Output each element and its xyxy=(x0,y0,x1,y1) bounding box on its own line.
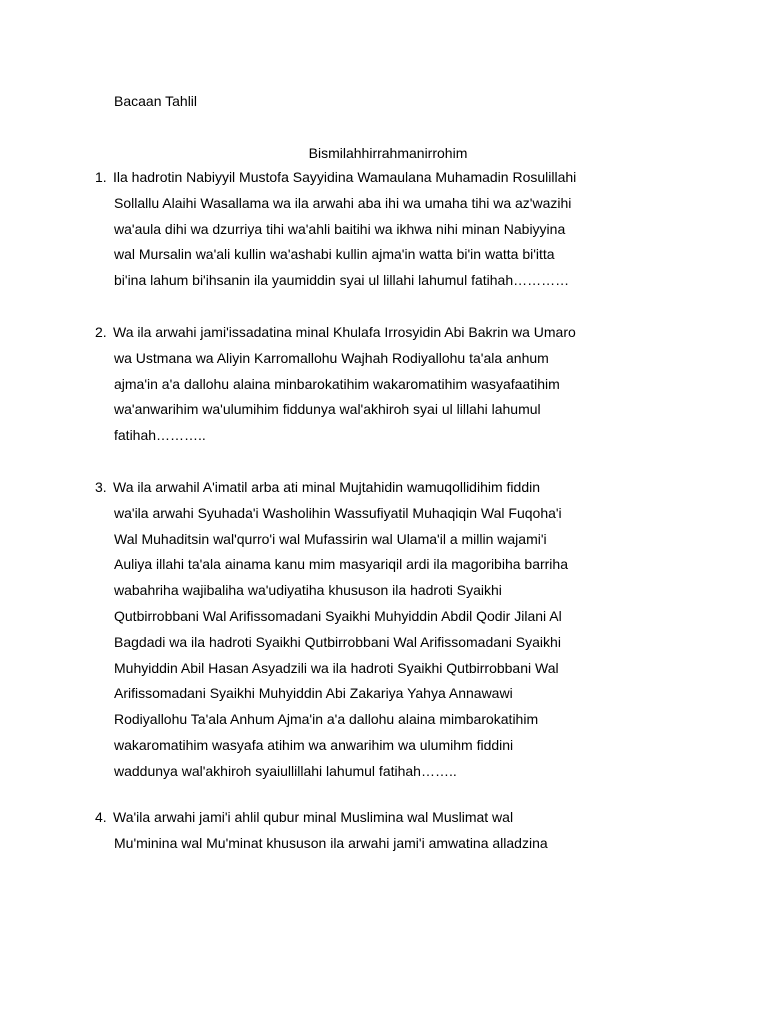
item-line: wabahriha wajibaliha wa'udiyatiha khususon ila hadroti Syaikhi xyxy=(114,582,502,599)
prayer-item-2 xyxy=(95,320,695,449)
item-line: wa'anwarihim wa'ulumihim fiddunya wal'akhiroh syai ul lillahi lahumul xyxy=(114,401,541,418)
item-line: Wal Muhaditsin wal'qurro'i wal Mufassirin wal Ulama'il a millin wajami'i xyxy=(114,530,547,547)
item-number: 2. xyxy=(95,324,107,340)
item-line: Ila hadrotin Nabiyyil Mustofa Sayyidina Wamaulana Muhamadin Rosulillahi xyxy=(113,169,577,185)
item-line: Sollallu Alaihi Wasallama wa ila arwahi aba ihi wa umaha tihi wa az'wazihi xyxy=(114,194,572,211)
item-number: 4. xyxy=(95,809,107,825)
item-line: Wa ila arwahi jami'issadatina minal Khulafa Irrosyidin Abi Bakrin wa Umaro xyxy=(113,324,576,340)
item-line: Muhyiddin Abil Hasan Asyadzili wa ila hadroti Syaikhi Qutbirrobbani Wal xyxy=(114,659,559,676)
item-line: wal Mursalin wa'ali kullin wa'ashabi kullin ajma'in watta bi'in watta bi'itta xyxy=(114,246,555,263)
item-line: wakaromatihim wasyafa atihim wa anwarihim wa ulumihm fiddini xyxy=(114,736,514,753)
item-line: Rodiyallohu Ta'ala Anhum Ajma'in a'a dallohu alaina mimbarokatihim xyxy=(114,711,539,728)
item-line: wa Ustmana wa Aliyin Karromallohu Wajhah Rodiyallohu ta'ala anhum xyxy=(114,349,549,366)
item-line: Mu'minina wal Mu'minat khususon ila arwahi jami'i amwatina alladzina xyxy=(114,834,548,851)
item-line: bi'ina lahum bi'ihsanin ila yaumiddin syai ul lillahi lahumul fatihah………… xyxy=(114,272,570,289)
item-line: fatihah……….. xyxy=(114,427,206,444)
item-line: Arifissomadani Syaikhi Muhyiddin Abi Zakariya Yahya Annawawi xyxy=(114,685,513,702)
item-line: waddunya wal'akhiroh syaiullillahi lahumul fatihah…….. xyxy=(114,762,457,779)
item-line: Qutbirrobbani Wal Arifissomadani Syaikhi Muhyiddin Abdil Qodir Jilani Al xyxy=(114,607,562,624)
item-first-line xyxy=(95,475,695,501)
item-line: wa'ila arwahi Syuhada'i Washolihin Wassufiyatil Muhaqiqin Wal Fuqoha'i xyxy=(114,504,562,521)
item-first-line xyxy=(95,805,695,831)
item-first-line xyxy=(95,320,695,346)
item-line: Wa'ila arwahi jami'i ahlil qubur minal Muslimina wal Muslimat wal xyxy=(113,809,514,825)
item-first-line xyxy=(95,165,695,191)
item-line: ajma'in a'a dallohu alaina minbarokatihim wakaromatihim wasyafaatihim xyxy=(114,375,560,392)
basmalah-heading: Bismilahhirrahmanirrohim xyxy=(308,145,468,161)
item-line: Bagdadi wa ila hadroti Syaikhi Qutbirrobbani Wal Arifissomadani Syaikhi xyxy=(114,633,561,650)
item-line: Wa ila arwahil A'imatil arba ati minal Mujtahidin wamuqollidihim fiddin xyxy=(113,479,540,495)
item-number: 3. xyxy=(95,479,107,495)
item-number: 1. xyxy=(95,169,107,185)
item-line: Auliya illahi ta'ala ainama kanu mim masyariqil ardi ila magoribiha barriha xyxy=(114,556,568,573)
item-line: wa'aula dihi wa dzurriya tihi wa'ahli baitihi wa ikhwa nihi minan Nabiyyina xyxy=(114,220,566,237)
document-title: Bacaan Tahlil xyxy=(114,93,198,109)
prayer-item-3 xyxy=(95,475,695,785)
prayer-item-1 xyxy=(95,165,695,294)
prayer-item-4 xyxy=(95,805,695,857)
